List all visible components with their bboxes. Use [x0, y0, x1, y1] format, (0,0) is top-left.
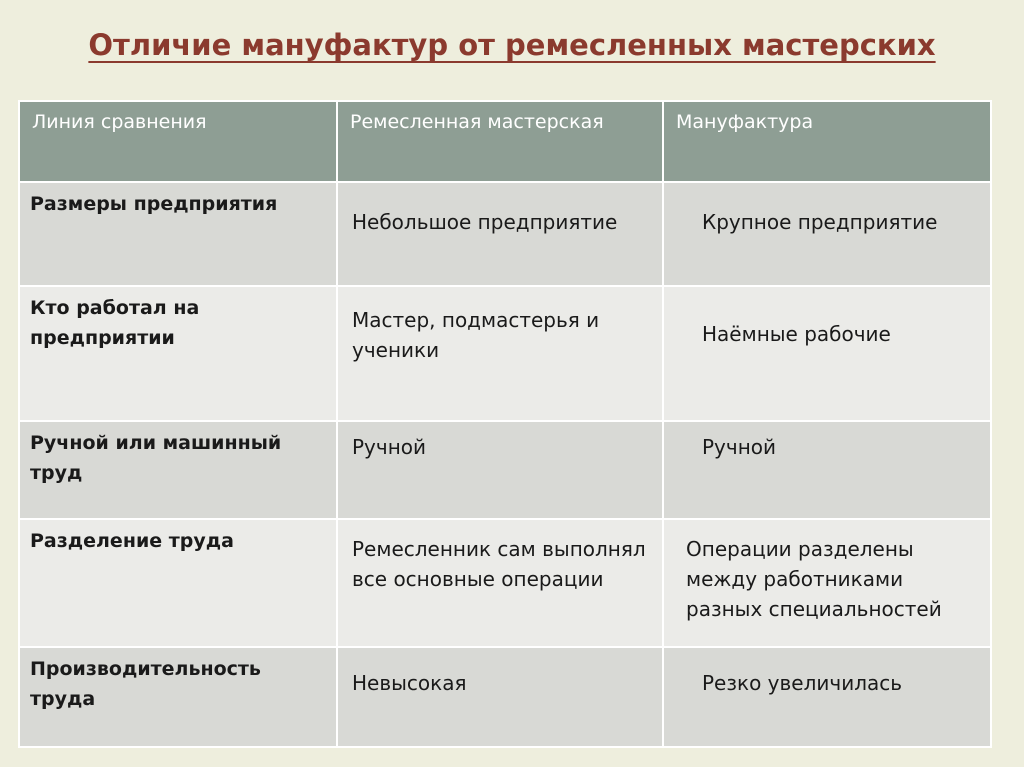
table-row [19, 182, 991, 286]
table-row [19, 519, 991, 647]
table-row [19, 647, 991, 747]
row-workshop-value: Мастер, подмастерья и ученики [337, 286, 663, 421]
table-row [19, 286, 991, 421]
row-criterion: Кто работал на предприятии [19, 286, 337, 421]
row-manufactory-value: Наёмные рабочие [663, 286, 991, 421]
row-workshop-value: Невысокая [337, 647, 663, 747]
row-manufactory-value: Операции разделены между работниками разных специальностей [663, 519, 991, 647]
comparison-table [18, 100, 992, 748]
row-workshop-value: Ремесленник сам выполнял все основные операции [337, 519, 663, 647]
row-manufactory-value: Резко увеличилась [663, 647, 991, 747]
row-criterion: Разделение труда [19, 519, 337, 647]
header-workshop: Ремесленная мастерская [337, 101, 663, 182]
row-criterion: Размеры предприятия [19, 182, 337, 286]
row-manufactory-value: Ручной [663, 421, 991, 519]
header-manufactory: Мануфактура [663, 101, 991, 182]
row-workshop-value: Небольшое предприятие [337, 182, 663, 286]
row-workshop-value: Ручной [337, 421, 663, 519]
page-title-text: Отличие мануфактур от ремесленных мастерских [88, 28, 936, 62]
page-title [0, 28, 1024, 62]
header-criterion: Линия сравнения [19, 101, 337, 182]
table-header-row [19, 101, 991, 182]
row-manufactory-value: Крупное предприятие [663, 182, 991, 286]
table-row [19, 421, 991, 519]
row-criterion: Ручной или машинный труд [19, 421, 337, 519]
row-criterion: Производительность труда [19, 647, 337, 747]
